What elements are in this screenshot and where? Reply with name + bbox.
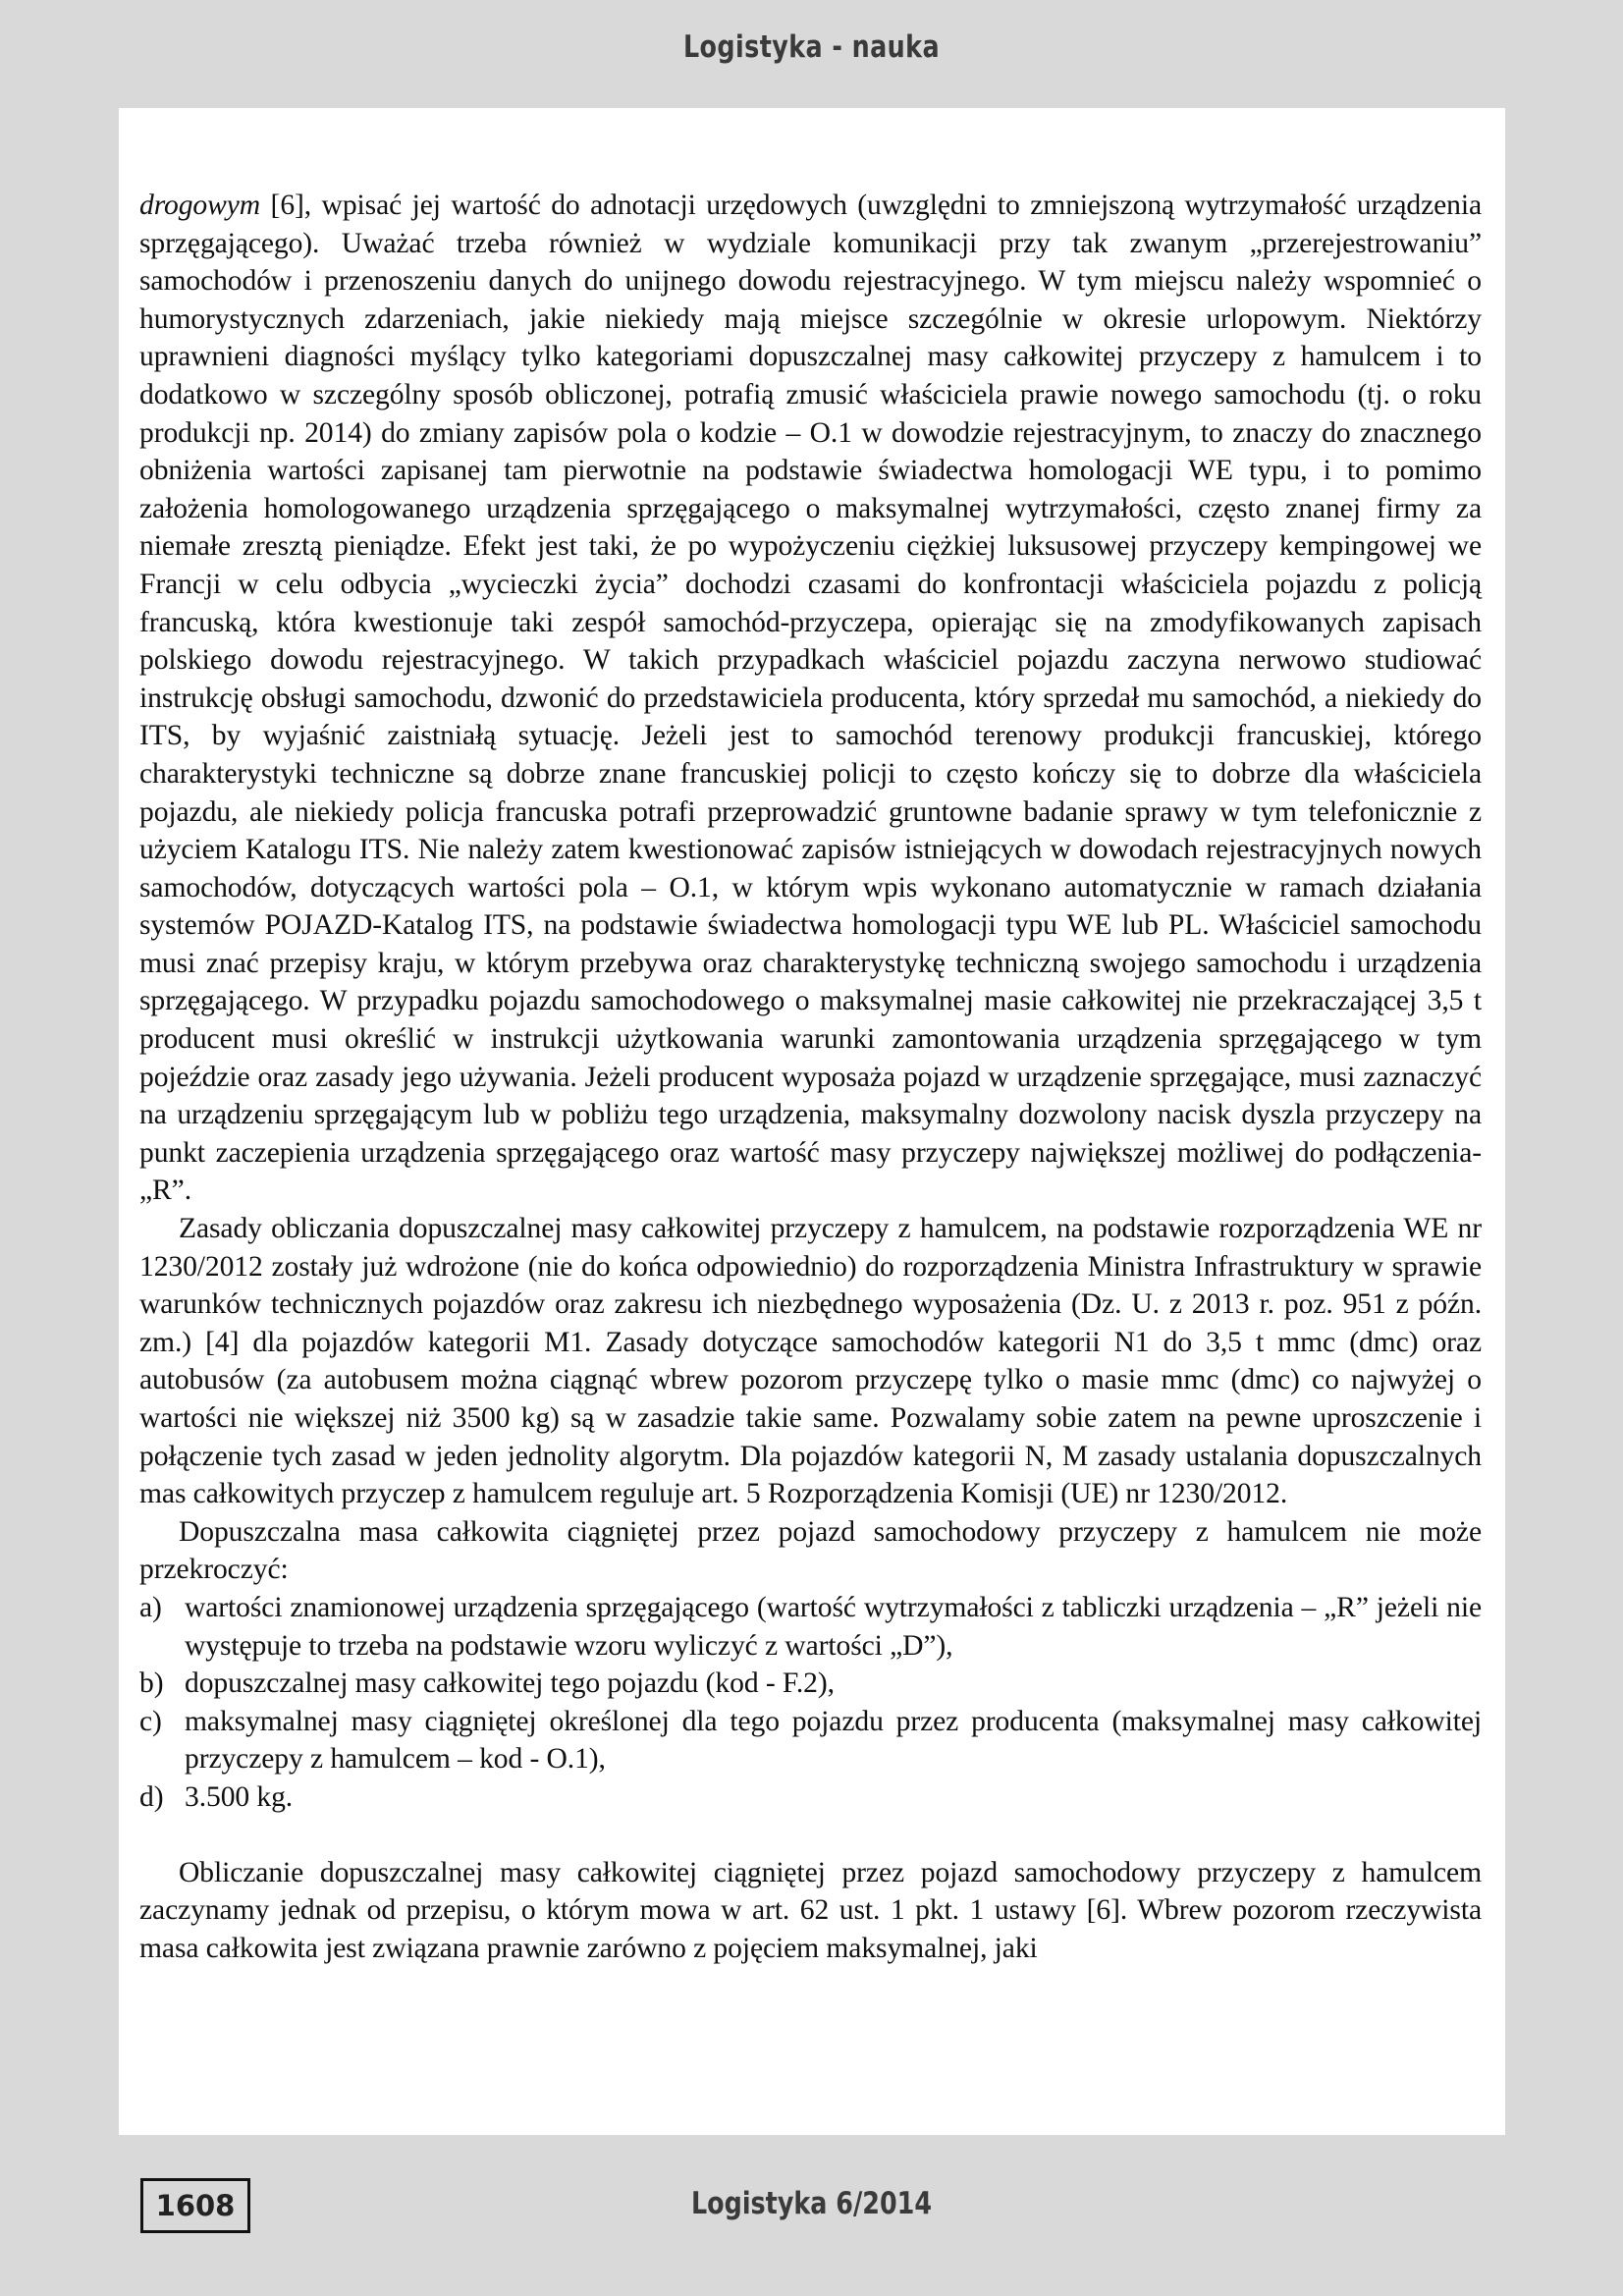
list-marker: d) <box>139 1780 164 1813</box>
list-item-text: maksymalnej masy ciągniętej określonej dla tego pojazdu przez producenta (maksymalnej masy całkowitej przyczepy z hamulcem – kod - O.1), <box>185 1705 1482 1776</box>
list-marker: c) <box>139 1705 162 1737</box>
running-footer: Logistyka 6/2014 <box>690 2186 933 2221</box>
list-marker: b) <box>139 1667 164 1700</box>
paragraph-3: Dopuszczalna masa całkowita ciągniętej przez pojazd samochodowy przyczepy z hamulcem nie może przekroczyć: <box>139 1515 1482 1586</box>
italic-lead-word: drogowym <box>139 190 261 221</box>
paragraph-4: Obliczanie dopuszczalnej masy całkowitej ciągniętej przez pojazd samochodowy przyczepy z hamulcem zaczynamy jednak od przepisu, o którym mowa w art. 62 ust. 1 pkt. 1 ustawy [6]. Wbrew pozorom rzeczywista masa całkowita jest związana prawnie zarówno z pojęciem maksymalnej, jaki <box>139 1856 1482 1964</box>
list-item <box>139 1589 1482 1665</box>
running-header: Logistyka - nauka <box>682 29 941 65</box>
page-number: 1608 <box>155 2189 236 2222</box>
limits-list <box>139 1589 1482 1817</box>
paragraph-1 <box>139 187 1482 1210</box>
list-item-text: wartości znamionowej urządzenia sprzęgającego (wartość wytrzymałości z tabliczki urządzenia – „R” jeżeli nie występuje to trzeba na podstawie wzoru wyliczyć z wartości „D”), <box>185 1591 1482 1662</box>
paragraph-2: Zasady obliczania dopuszczalnej masy całkowitej przyczepy z hamulcem, na podstawie rozporządzenia WE nr 1230/2012 zostały już wdrożone (nie do końca odpowiednio) do rozporządzenia Ministra Infrastruktury w sprawie warunków technicznych pojazdów oraz zakresu ich niezbędnego wyposażenia (Dz. U. z 2013 r. poz. 951 z późn. zm.) [4] dla pojazdów kategorii M1. Zasady dotyczące samochodów kategorii N1 do 3,5 t mmc (dmc) oraz autobusów (za autobusem można ciągnąć wbrew pozorom przyczepę tylko o masie mmc (dmc) co najwyżej o wartości nie większej niż 3500 kg) są w zasadzie takie same. Pozwalamy sobie zatem na pewne uproszczenie i połączenie tych zasad w jeden jednolity algorytm. Dla pojazdów kategorii N, M zasady ustalania dopuszczalnych mas całkowitych przyczep z hamulcem reguluje art. 5 Rozporządzenia Komisji (UE) nr 1230/2012. <box>139 1213 1482 1510</box>
list-marker: a) <box>139 1591 162 1623</box>
list-item-text: dopuszczalnej masy całkowitej tego pojazdu (kod - F.2), <box>185 1667 835 1700</box>
list-item <box>139 1778 1482 1817</box>
list-item <box>139 1665 1482 1703</box>
article-body <box>139 187 1482 1967</box>
text-panel <box>119 108 1505 2135</box>
paragraph-spacer <box>139 1817 1482 1854</box>
paragraph-1-text: [6], wpisać jej wartość do adnotacji urzędowych (uwzględni to zmniejszoną wytrzymałość urządzenia sprzęgającego). Uważać trzeba również w wydziale komunikacji przy tak zwanym „przerejestrowaniu” samochodów i przenoszeniu danych do unijnego dowodu rejestracyjnego. W tym miejscu należy wspomnieć o humorystycznych zdarzeniach, jakie niekiedy mają miejsce szczególnie w okresie urlopowym. Niektórzy uprawnieni diagności myślący tylko kategoriami dopuszczalnej masy całkowitej przyczepy z hamulcem i to dodatkowo w szczególny sposób obliczonej, potrafią zmusić właściciela prawie nowego samochodu (tj. o roku produkcji np. 2014) do zmiany zapisów pola o kodzie – O.1 w dowodzie rejestracyjnym, to znaczy do znacznego obniżenia wartości zapisanej tam pierwotnie na podstawie świadectwa homologacji WE typu, i to pomimo założenia homologowanego urządzenia sprzęgającego o maksymalnej wytrzymałości, często znanej firmy za niemałe zresztą pieniądze. Efekt jest taki, że po wypożyczeniu ciężkiej luksusowej przyczepy kempingowej we Francji w celu odbycia „wycieczki życia” dochodzi czasami do konfrontacji właściciela pojazdu z policją francuską, która kwestionuje taki zespół samochód-przyczepa, opierając się na zmodyfikowanych zapisach polskiego dowodu rejestracyjnego. W takich przypadkach właściciel pojazdu zaczyna nerwowo studiować instrukcję obsługi samochodu, dzwonić do przedstawiciela producenta, który sprzedał mu samochód, a niekiedy do ITS, by wyjaśnić zaistniałą sytuację. Jeżeli jest to samochód terenowy produkcji francuskiej, którego charakterystyki techniczne są dobrze znane francuskiej policji to często kończy się to dobrze dla właściciela pojazdu, ale niekiedy policja francuska potrafi przeprowadzić gruntowne badanie sprawy w tym telefonicznie z użyciem Katalogu ITS. Nie należy zatem kwestionować zapisów istniejących w dowodach rejestracyjnych nowych samochodów, dotyczących wartości pola – O.1, w którym wpis wykonano automatycznie w ramach działania systemów POJAZD-Katalog ITS, na podstawie świadectwa homologacji typu WE lub PL. Właściciel samochodu musi znać przepisy kraju, w którym przebywa oraz charakterystykę techniczną swojego samochodu i urządzenia sprzęgającego. W przypadku pojazdu samochodowego o maksymalnej masie całkowitej nie przekraczającej 3,5 t producent musi określić w instrukcji użytkowania warunki zamontowania urządzenia sprzęgającego w tym pojeździe oraz zasady jego używania. Jeżeli producent wyposaża pojazd w urządzenie sprzęgające, musi zaznaczyć na urządzeniu sprzęgającym lub w pobliżu tego urządzenia, maksymalny dozwolony nacisk dyszla przyczepy na punkt zaczepienia urządzenia sprzęgającego oraz wartość masy przyczepy największej możliwej do podłączenia-„R”. <box>139 190 1482 1207</box>
list-item <box>139 1703 1482 1778</box>
list-item-text: 3.500 kg. <box>185 1780 294 1813</box>
